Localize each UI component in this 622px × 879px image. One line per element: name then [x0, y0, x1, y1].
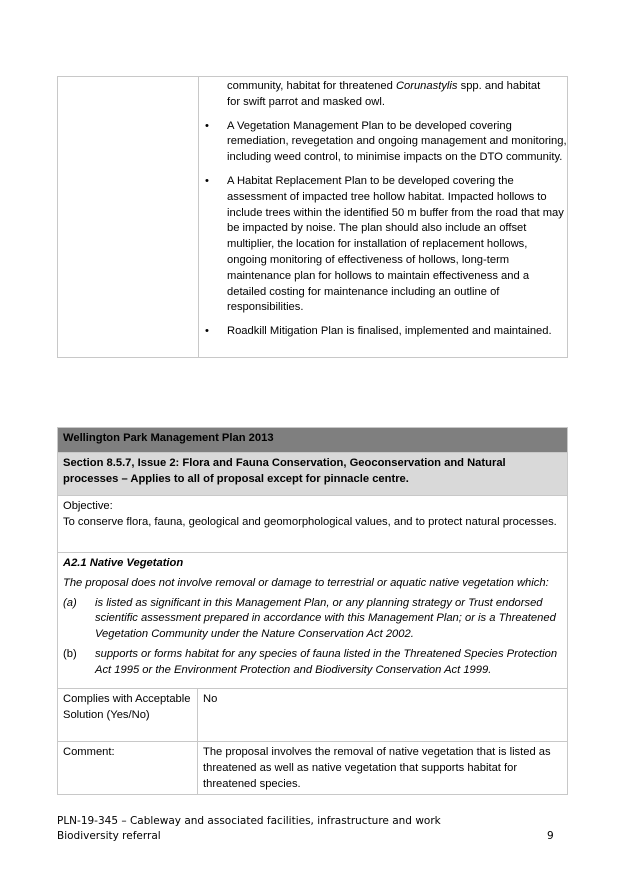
clause-text: supports or forms habitat for any species of fauna listed in the Threatened Species Protection Act 1995 or the Environment Protection and Biodiversity Conservation Act 1999.	[95, 647, 558, 676]
clause-text: is listed as significant in this Management Plan, or any planning strategy or Trust endorsed scientific assessment prepared in accordance with this Management Plan; or is a Threatened Vegetation Community under the Nature Conservation Act 2002.	[95, 596, 556, 641]
complies-value: No	[203, 693, 218, 705]
page-number: 9	[547, 830, 554, 842]
complies-label: Complies with Acceptable Solution (Yes/No)	[58, 689, 198, 741]
continuation-first-item	[199, 79, 567, 111]
objective-text: To conserve flora, fauna, geological and geomorphological values, and to protect natural processes.	[63, 515, 557, 528]
comment-label: Comment:	[58, 742, 198, 795]
species-name: Corunastylis	[395, 80, 458, 92]
clause-label: (a)	[63, 596, 77, 609]
footer-line-2: Biodiversity referral	[57, 830, 161, 842]
text-part: community, habitat for threatened	[227, 80, 396, 92]
a21-title: A2.1 Native Vegetation	[63, 557, 184, 569]
clause-b	[63, 647, 562, 679]
a21-intro: The proposal does not involve removal or damage to terrestrial or aquatic native vegetation which:	[63, 576, 549, 589]
wellington-park-table	[57, 427, 568, 795]
complies-row	[58, 689, 567, 742]
objective-row	[58, 496, 567, 553]
clause-label: (b)	[63, 647, 77, 660]
bullet-icon: •	[205, 119, 209, 132]
table-title: Wellington Park Management Plan 2013	[58, 428, 567, 453]
acceptable-solution-row	[58, 553, 567, 689]
bullet-text: A Vegetation Management Plan to be developed covering remediation, revegetation and ongoing management and monitoring, including weed control, to minimise impacts on the DTO community.	[227, 119, 567, 164]
text-part: for swift parrot and masked owl.	[227, 95, 385, 108]
bullet-icon: •	[205, 174, 209, 187]
section-heading: Section 8.5.7, Issue 2: Flora and Fauna Conservation, Geoconservation and Natural processes – Applies to all of proposal except for pinnacle centre.	[58, 453, 567, 496]
objective-label: Objective:	[63, 500, 113, 512]
bullet-icon: •	[205, 325, 209, 338]
continuation-left-cell	[58, 77, 199, 357]
bullet-text: Roadkill Mitigation Plan is finalised, implemented and maintained.	[227, 325, 552, 338]
bullet-item-vegetation-plan	[199, 119, 567, 166]
bullet-item-habitat-plan	[199, 174, 567, 316]
comment-row	[58, 742, 567, 795]
continuation-table	[57, 76, 568, 358]
comment-value: The proposal involves the removal of native vegetation that is listed as threatened as well as native vegetation that supports habitat for threatened species.	[203, 746, 551, 790]
bullet-item-roadkill-plan	[199, 324, 567, 340]
bullet-text: A Habitat Replacement Plan to be developed covering the assessment of impacted tree hollow habitat. Impacted hollows to include trees within the identified 50 m buffer from the road that may be impacted by noise. The plan should also include an offset multiplier, the location for installation of replacement hollows, ongoing monitoring of effectiveness of hollows, long-term maintenance plan for hollows to maintain effectiveness and a detailed costing for maintenance including an outline of responsibilities.	[227, 174, 564, 314]
continuation-right-cell	[199, 77, 567, 357]
clause-a	[63, 596, 562, 643]
text-part: spp. and habitat	[457, 80, 541, 92]
footer-line-1: PLN-19-345 – Cableway and associated facilities, infrastructure and work	[57, 815, 441, 827]
